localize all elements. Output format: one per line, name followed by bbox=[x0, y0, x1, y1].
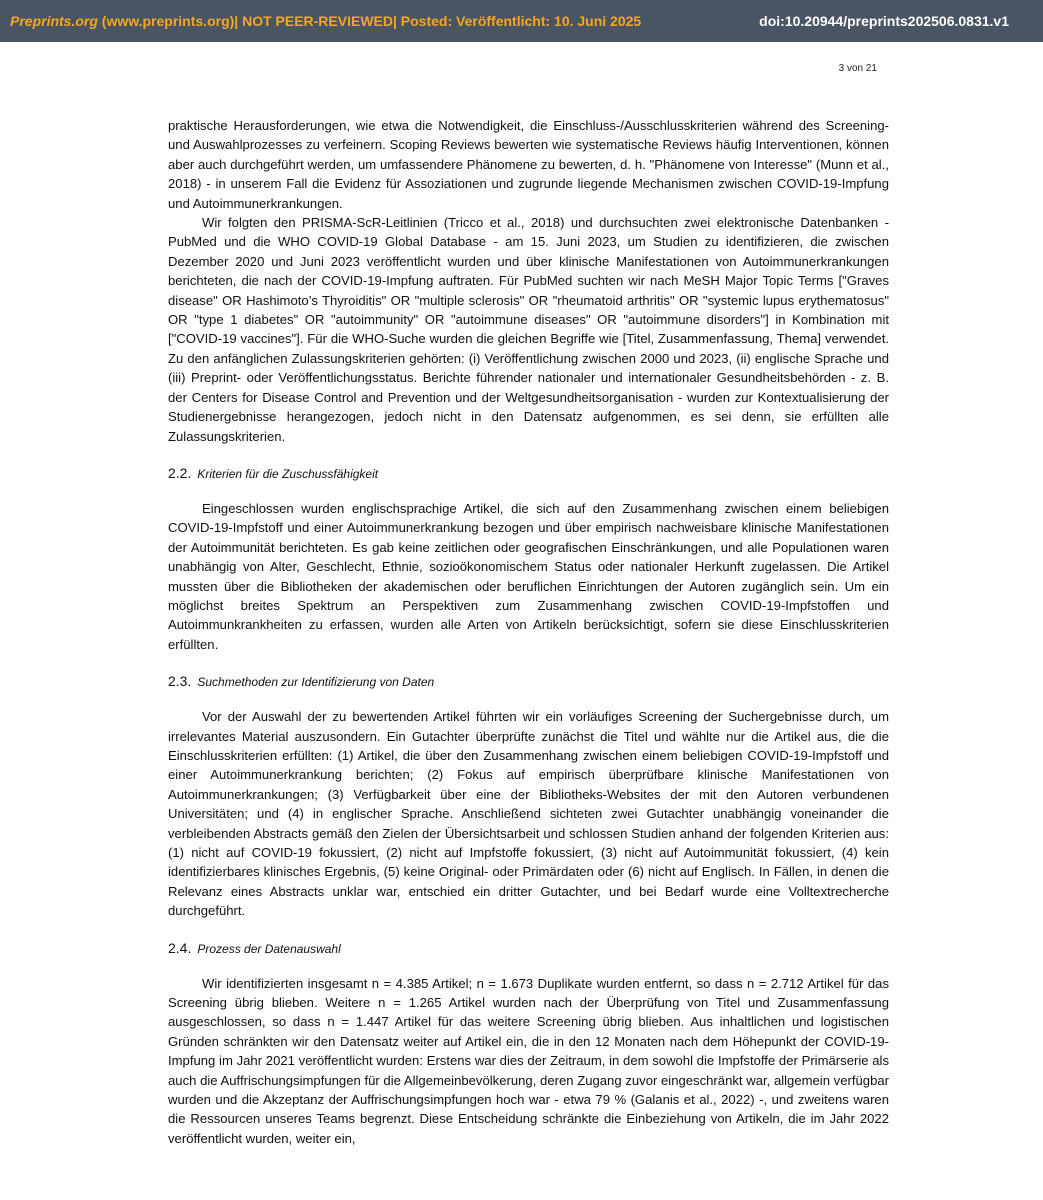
section-title: Kriterien für die Zuschussfähigkeit bbox=[197, 466, 379, 481]
banner-status bbox=[10, 13, 641, 29]
paragraph-intro: praktische Herausforderungen, wie etwa die Notwendigkeit, die Einschluss-/Ausschlusskriterien während des Screening- und Auswahlprozesses zu verfeinern. Scoping Reviews bewerten wie systematische Reviews häufig Interventionen, können aber auch durchgeführt werden, um umfassendere Phänomene zu bewerten, d. h. "Phänomene von Interesse" (Munn et al., 2018) - in unserem Fall die Evidenz für Assoziationen und zugrunde liegende Mechanismen zwischen COVID-19-Impfung und Autoimmunerkrankungen. bbox=[168, 118, 889, 211]
page-number: 3 von 21 bbox=[838, 63, 877, 74]
paragraph-data-selection: Wir identifizierten insgesamt n = 4.385 Artikel; n = 1.673 Duplikate wurden entfernt, so dass n = 2.712 Artikel für das Screening übrig blieben. Weitere n = 1.265 Artikel wurden nach der Überprüfung von Titel und Zusammenfassung ausgeschlossen, so dass n = 1.447 Artikel für das weitere Screening übrig blieben. Aus inhaltlichen und logistischen Gründen schränkten wir den Datensatz weiter auf Artikel ein, die in den 12 Monaten nach dem Höhepunkt der COVID-19-Impfung im Jahr 2021 veröffentlicht wurden: Erstens war dies der Zeitraum, in dem sowohl die Impfstoffe der Primärserie als auch die Auffrischungsimpfungen für die Allgemeinbevölkerung, deren Zugang zuvor eingeschränkt war, allgemein verfügbar wurden und die Akzeptanz der Auffrischungsimpfungen hoch war - etwa 79 % (Galanis et al., 2022) -, und zweitens waren die Ressourcen unseres Teams begrenzt. Diese Entscheidung schränkte die Einbeziehung von Artikeln, die im Jahr 2022 veröffentlicht wurden, weiter ein, bbox=[168, 975, 889, 1146]
banner-status-text: (www.preprints.org)| NOT PEER-REVIEWED| Posted: Veröffentlicht: 10. Juni 2025 bbox=[97, 13, 642, 29]
section-number: 2.4. bbox=[168, 939, 192, 956]
paragraph-prisma: Wir folgten den PRISMA-ScR-Leitlinien (Tricco et al., 2018) und durchsuchten zwei elektronische Datenbanken - PubMed und die WHO COVID-19 Global Database - am 15. Juni 2023, um Studien zu identifizieren, die zwischen Dezember 2020 und Juni 2023 veröffentlicht wurden und über klinische Manifestationen von Autoimmunerkrankungen berichteten, die nach der COVID-19-Impfung auftraten. Für PubMed suchten wir nach MeSH Major Topic Terms ["Graves disease" OR Hashimoto’s Thyroiditis" OR "multiple sclerosis" OR "rheumatoid arthritis" OR "systemic lupus erythematosus" OR "type 1 diabetes" OR "autoimmunity" OR "autoimmune diseases" OR "autoimmune disorders"] in Kombination mit ["COVID-19 vaccines"]. Für die WHO-Suche wurden die gleichen Begriffe wie [Titel, Zusammenfassung, Thema] verwendet. Zu den anfänglichen Zulassungskriterien gehörten: (i) Veröffentlichung zwischen 2000 und 2023, (ii) englische Sprache und (iii) Preprint- oder Veröffentlichungsstatus. Berichte führender nationaler und internationaler Gesundheitsbehörden - z. B. der Centers for Disease Control and Prevention und der Weltgesundheitsorganisation - wurden zur Kontextualisierung der Studienergebnisse herangezogen, jedoch nicht in den Datensatz aufgenommen, es sei denn, sie erfüllten alle Zulassungskriterien. bbox=[168, 215, 889, 444]
doi-link[interactable]: doi:10.20944/preprints202506.0831.v1 bbox=[759, 13, 1009, 29]
section-title: Suchmethoden zur Identifizierung von Daten bbox=[197, 675, 435, 690]
section-heading-2-3 bbox=[168, 672, 889, 692]
section-title: Prozess der Datenauswahl bbox=[197, 941, 341, 956]
banner-site-name[interactable]: Preprints.org bbox=[10, 13, 98, 29]
document-body bbox=[168, 116, 889, 1148]
paragraph-eligibility: Eingeschlossen wurden englischsprachige Artikel, die sich auf den Zusammenhang zwischen einem beliebigen COVID-19-Impfstoff und einer Autoimmunerkrankung bezogen und über empirisch nachweisbare klinische Manifestationen der Autoimmunität berichteten. Es gab keine zeitlichen oder geografischen Einschränkungen, und alle Populationen waren unabhängig von Alter, Geschlecht, Ethnie, sozioökonomischem Status oder nationaler Herkunft zugelassen. Die Artikel mussten über die Bibliotheken der akademischen oder beruflichen Einrichtungen der Autoren zugänglich sein. Um ein möglichst breites Spektrum an Perspektiven zum Zusammenhang zwischen COVID-19-Impfstoffen und Autoimmunkrankheiten zu erfassen, wurden alle Arten von Artikeln berücksichtigt, sofern sie diese Einschlusskriterien erfüllten. bbox=[168, 500, 889, 652]
preprint-banner bbox=[0, 0, 1043, 42]
section-heading-2-4 bbox=[168, 939, 889, 959]
section-number: 2.3. bbox=[168, 673, 192, 690]
section-number: 2.2. bbox=[168, 464, 192, 481]
section-heading-2-2 bbox=[168, 464, 889, 484]
paragraph-search-methods: Vor der Auswahl der zu bewertenden Artikel führten wir ein vorläufiges Screening der Suchergebnisse durch, um irrelevantes Material auszusondern. Ein Gutachter überprüfte zunächst die Titel und wählte nur die Artikel aus, die die Einschlusskriterien erfüllten: (1) Artikel, die über den Zusammenhang zwischen einem beliebigen COVID-19-Impfstoff und einer Autoimmunerkrankung berichten; (2) Fokus auf empirisch überprüfbare klinische Manifestationen von Autoimmunerkrankungen; (3) Verfügbarkeit über eine der Bibliotheks-Websites der mit den Autoren verbundenen Universitäten; und (4) in englischer Sprache. Anschließend sichteten zwei Gutachter unabhängig voneinander die verbleibenden Abstracts gemäß den Zielen der Übersichtsarbeit und schlossen Studien anhand der folgenden Kriterien aus: (1) nicht auf COVID-19 fokussiert, (2) nicht auf Impfstoffe fokussiert, (3) nicht auf Autoimmunität fokussiert, (4) kein identifizierbares klinisches Ergebnis, (5) keine Original- oder Primärdaten oder (6) nicht auf Englisch. In Fällen, in denen die Relevanz eines Abstracts unklar war, entschied ein dritter Gutachter, und bei Bedarf wurde eine Volltextrecherche durchgeführt. bbox=[168, 709, 889, 919]
